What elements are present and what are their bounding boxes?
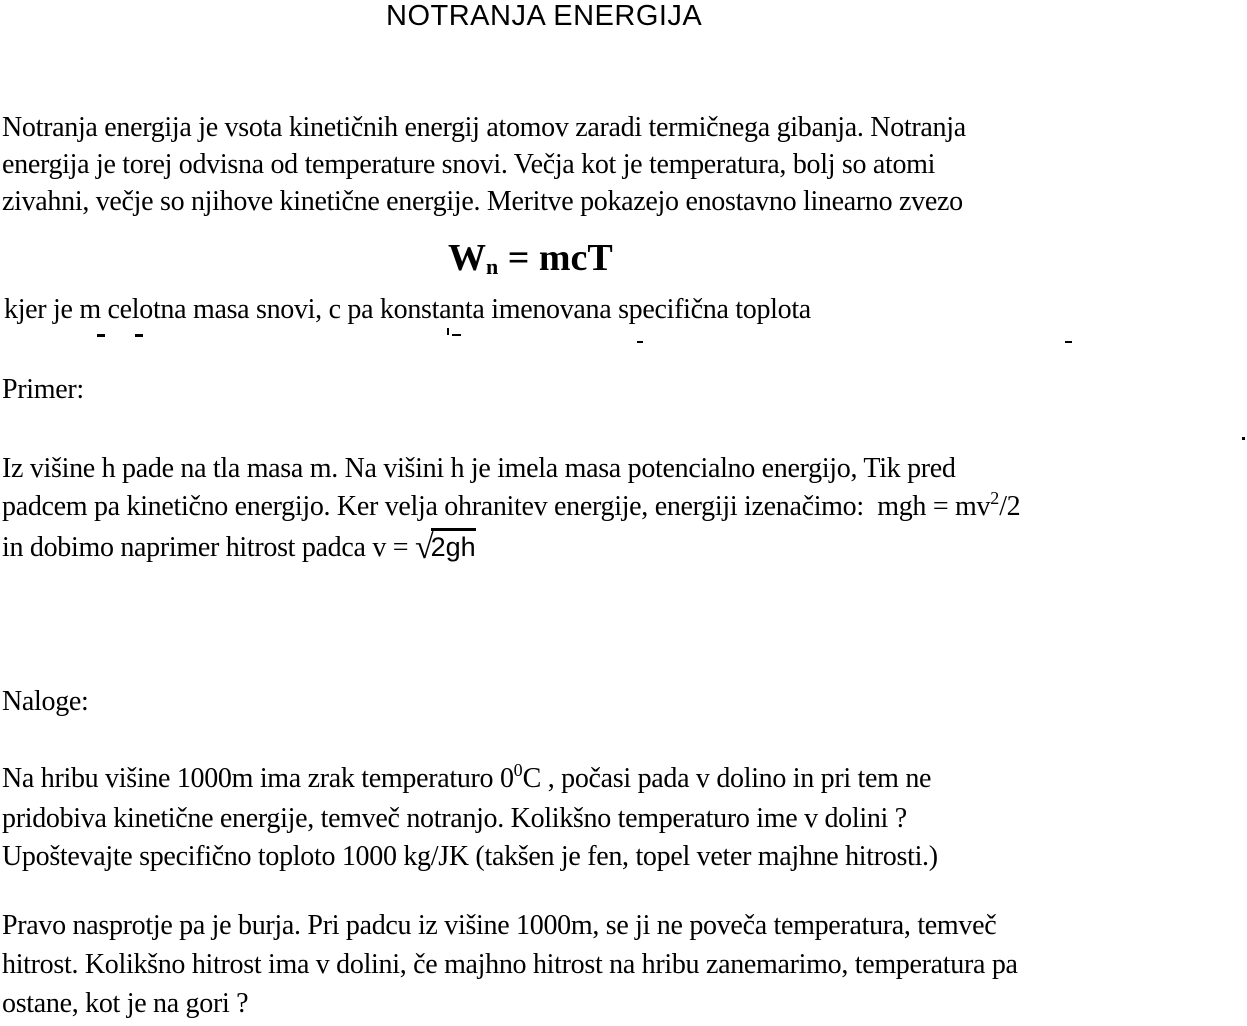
- scan-artifact: [447, 328, 449, 335]
- task2-line-1: Pravo nasprotje pa je burja. Pri padcu iz višine 1000m, se ji ne poveča temperatura, temveč: [2, 910, 997, 941]
- intro-line-3: zivahni, večje so njihove kinetične energije. Meritve pokazejo enostavno linearno zvezo: [2, 186, 963, 217]
- example-line-3: in dobimo naprimer hitrost padca v = √2gh: [2, 529, 476, 566]
- intro-line-2: energija je torej odvisna od temperature snovi. Večja kot je temperatura, bolj so atomi: [2, 149, 936, 180]
- page-title: NOTRANJA ENERGIJA: [386, 0, 703, 32]
- formula-rest: = mcT: [498, 237, 613, 279]
- task1-line-3: Upoštevajte specifično toploto 1000 kg/JK (takšen je fen, topel veter majhne hitrosti.): [2, 841, 938, 872]
- task1-line-1: Na hribu višine 1000m ima zrak temperaturo 00C , počasi pada v dolino in pri tem ne: [2, 760, 938, 800]
- task2-line-3: ostane, kot je na gori ?: [2, 988, 249, 1019]
- intro-paragraph: [2, 109, 966, 220]
- internal-energy-formula: [448, 236, 613, 289]
- scan-artifact: [452, 334, 461, 336]
- example-line-2: padcem pa kinetično energijo. Ker velja ohranitev energije, energiji izenačimo: mgh = mv2/2: [2, 488, 1020, 528]
- example-heading: Primer:: [2, 374, 84, 405]
- scan-artifact: [1242, 437, 1245, 440]
- scan-artifact: [1065, 341, 1072, 343]
- degree-exponent: 0: [513, 760, 523, 780]
- radicand: 2gh: [431, 528, 476, 562]
- task2-line-2: hitrost. Kolikšno hitrost ima v dolini, če majhno hitrost na hribu zanemarimo, temperatura pa: [2, 949, 1018, 980]
- example-line-1: Iz višine h pade na tla masa m. Na višini h je imela masa potencialno energijo, Tik pred: [2, 453, 956, 484]
- task2-paragraph: [2, 906, 1018, 1023]
- squared-exponent: 2: [990, 488, 1000, 508]
- scan-artifact: [637, 341, 643, 343]
- tasks-heading: Naloge:: [2, 686, 89, 717]
- task1-paragraph: [2, 760, 938, 876]
- formula-base: W: [448, 237, 486, 279]
- task1-line-2: pridobiva kinetične energije, temveč notranjo. Kolikšno temperaturo ime v dolini ?: [2, 803, 907, 834]
- scan-artifact: [97, 334, 105, 337]
- formula-note: kjer je m celotna masa snovi, c pa konstanta imenovana specifična toplota: [4, 294, 811, 325]
- formula-subscript: n: [486, 254, 499, 279]
- scan-artifact: [135, 334, 143, 337]
- example-paragraph: [2, 450, 1020, 567]
- intro-line-1: Notranja energija je vsota kinetičnih energij atomov zaradi termičnega gibanja. Notranja: [2, 112, 966, 143]
- square-root-icon: √: [414, 529, 434, 566]
